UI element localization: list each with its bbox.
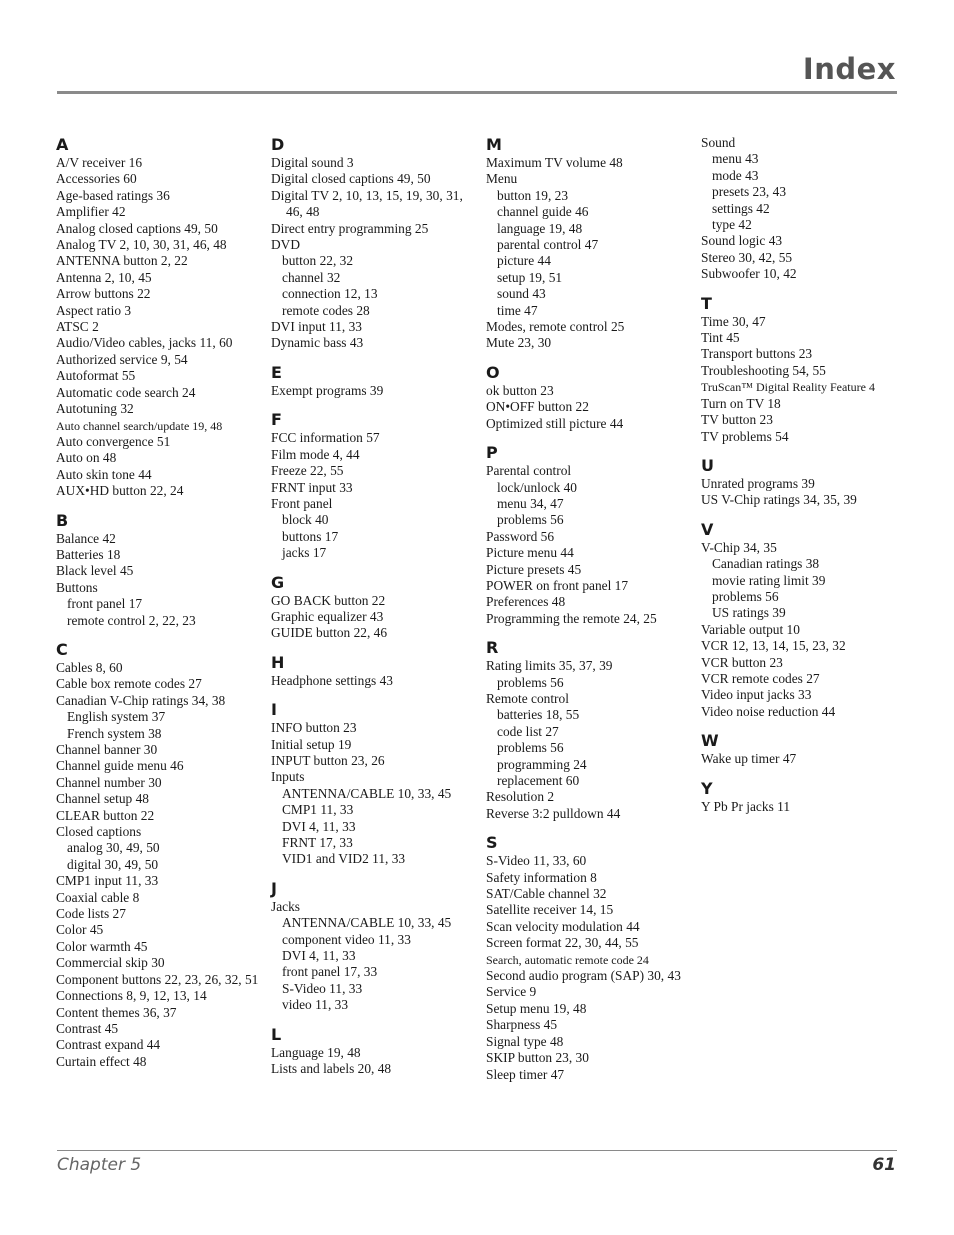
index-entry: S-Video 11, 33, 60 — [486, 853, 587, 869]
index-entry: Sound logic 43 — [701, 233, 783, 249]
index-section-c — [56, 640, 261, 1070]
index-entry: AUX•HD button 22, 24 — [56, 483, 184, 499]
index-entry: Stereo 30, 42, 55 — [701, 249, 793, 265]
index-entry: Sound — [701, 135, 736, 150]
index-section-s — [486, 833, 691, 1083]
index-entry: Video input jacks 33 — [701, 687, 812, 703]
index-section-l — [271, 1025, 476, 1078]
index-entry: Password 56 — [486, 528, 555, 544]
index-entry: Auto convergence 51 — [56, 433, 171, 449]
index-entry: Commercial skip 30 — [56, 955, 165, 971]
index-subentry: mode 43 — [712, 167, 759, 183]
index-entry: Troubleshooting 54, 55 — [701, 362, 826, 378]
section-letter: H — [271, 652, 285, 672]
index-subentry: CMP1 11, 33 — [282, 802, 354, 818]
index-entry: Black level 45 — [56, 563, 134, 579]
index-entry: US V-Chip ratings 34, 35, 39 — [701, 492, 857, 508]
index-column-4 — [701, 135, 906, 815]
index-entry: VCR 12, 13, 14, 15, 23, 32 — [701, 638, 846, 654]
index-section-p — [486, 443, 691, 627]
index-subentry: US ratings 39 — [712, 605, 786, 621]
index-section-e — [271, 363, 476, 399]
index-section-b — [56, 511, 261, 629]
index-subentry: buttons 17 — [282, 528, 339, 544]
index-subentry: analog 30, 49, 50 — [67, 840, 160, 856]
index-entry: ANTENNA button 2, 22 — [56, 253, 188, 269]
index-entry: Autoformat 55 — [56, 368, 136, 384]
index-entry: INPUT button 23, 26 — [271, 752, 385, 768]
index-entry: Analog TV 2, 10, 30, 31, 46, 48 — [56, 237, 227, 253]
index-entry: ON•OFF button 22 — [486, 399, 589, 415]
footer-rule — [57, 1150, 897, 1151]
index-entry: FRNT input 33 — [271, 479, 353, 495]
index-section-t — [701, 294, 906, 445]
index-entry: Contrast 45 — [56, 1020, 119, 1036]
index-entry: Safety information 8 — [486, 869, 597, 885]
index-section-j — [271, 879, 476, 1014]
index-subentry: jacks 17 — [282, 545, 327, 561]
index-entry: Coaxial cable 8 — [56, 889, 140, 905]
index-entry: Aspect ratio 3 — [56, 302, 132, 318]
index-entry: Age-based ratings 36 — [56, 187, 170, 203]
index-section-y — [701, 779, 906, 815]
index-entry: Film mode 4, 44 — [271, 446, 360, 462]
index-entry: Freeze 22, 55 — [271, 463, 344, 479]
index-subentry: time 47 — [497, 302, 538, 318]
index-entry: Analog closed captions 49, 50 — [56, 220, 218, 236]
index-subentry: batteries 18, 55 — [497, 707, 580, 723]
index-entry: CLEAR button 22 — [56, 807, 155, 823]
index-entry: Menu — [486, 171, 518, 187]
header-rule — [57, 91, 897, 94]
index-subentry: problems 56 — [497, 674, 564, 690]
index-entry: TV button 23 — [701, 412, 773, 428]
index-subentry: button 22, 32 — [282, 253, 354, 269]
index-subentry: presets 23, 43 — [712, 184, 787, 200]
index-entry: Exempt programs 39 — [271, 382, 384, 398]
index-subentry: DVI 4, 11, 33 — [282, 818, 356, 834]
page-number: 61 — [872, 1155, 896, 1175]
index-entry: Digital sound 3 — [271, 155, 354, 170]
index-entry: Optimized still picture 44 — [486, 415, 624, 431]
index-subentry: settings 42 — [712, 200, 770, 216]
index-entry: Front panel — [271, 495, 333, 511]
index-subentry: block 40 — [282, 512, 329, 528]
index-entry: Initial setup 19 — [271, 736, 352, 752]
index-column-2 — [271, 135, 476, 1077]
index-entry: Maximum TV volume 48 — [486, 155, 623, 170]
index-entry: Unrated programs 39 — [701, 475, 815, 491]
index-subentry: problems 56 — [497, 512, 564, 528]
index-entry: Channel banner 30 — [56, 742, 158, 757]
index-entry: Dynamic bass 43 — [271, 335, 364, 351]
section-letter: F — [271, 410, 282, 430]
index-entry: Video noise reduction 44 — [701, 703, 836, 719]
index-subentry: menu 43 — [712, 151, 759, 167]
index-subentry: type 42 — [712, 217, 752, 233]
index-subentry: French system 38 — [67, 725, 162, 741]
index-subentry: component video 11, 33 — [282, 931, 411, 947]
index-section-v — [701, 520, 906, 720]
index-entry: Signal type 48 — [486, 1033, 564, 1049]
page-title: Index — [802, 52, 896, 86]
index-subentry: front panel 17, 33 — [282, 964, 378, 980]
index-subentry: video 11, 33 — [282, 997, 349, 1013]
index-entry: Programming the remote 24, 25 — [486, 610, 657, 626]
section-letter: E — [271, 362, 282, 382]
index-entry: Audio/Video cables, jacks 11, 60 — [56, 335, 233, 351]
index-entry: Second audio program (SAP) 30, 43 — [486, 968, 681, 984]
index-entry: Arrow buttons 22 — [56, 286, 151, 302]
index-entry: Reverse 3:2 pulldown 44 — [486, 805, 621, 821]
index-entry: Channel number 30 — [56, 774, 162, 790]
index-subentry: remote control 2, 22, 23 — [67, 612, 196, 628]
index-entry: Wake up timer 47 — [701, 751, 797, 767]
index-entry: Sharpness 45 — [486, 1017, 558, 1033]
section-letter: J — [271, 878, 277, 898]
index-entry: Service 9 — [486, 984, 537, 1000]
index-entry: Code lists 27 — [56, 906, 126, 922]
index-entry: VCR button 23 — [701, 654, 783, 670]
index-entry: Variable output 10 — [701, 621, 800, 637]
index-section-h — [271, 653, 476, 689]
index-subentry: menu 34, 47 — [497, 495, 564, 511]
index-section-r — [486, 638, 691, 822]
index-entry: SAT/Cable channel 32 — [486, 886, 607, 902]
index-entry: Curtain effect 48 — [56, 1053, 147, 1069]
index-entry: Lists and labels 20, 48 — [271, 1061, 392, 1077]
index-entry: Y Pb Pr jacks 11 — [701, 798, 791, 814]
index-entry: Connections 8, 9, 12, 13, 14 — [56, 988, 207, 1004]
index-entry: Tint 45 — [701, 330, 740, 346]
index-entry: Color warmth 45 — [56, 938, 148, 954]
index-section-u — [701, 456, 906, 509]
index-section-continued — [701, 135, 906, 283]
index-entry: Channel setup 48 — [56, 791, 149, 807]
index-section-i — [271, 700, 476, 868]
index-subentry: digital 30, 49, 50 — [67, 856, 159, 872]
section-letter: D — [271, 135, 285, 154]
index-entry: Accessories 60 — [56, 171, 137, 187]
index-subentry: sound 43 — [497, 286, 546, 302]
index-entry: Turn on TV 18 — [701, 395, 781, 411]
index-entry: Automatic code search 24 — [56, 384, 196, 400]
index-entry: Buttons — [56, 579, 98, 595]
index-entry: Content themes 36, 37 — [56, 1004, 177, 1020]
index-entry: Headphone settings 43 — [271, 672, 393, 688]
index-subentry: remote codes 28 — [282, 302, 370, 318]
section-letter: I — [271, 700, 277, 720]
index-entry: CMP1 input 11, 33 — [56, 873, 159, 889]
index-subentry: ANTENNA/CABLE 10, 33, 45 — [282, 785, 452, 801]
index-entry: Jacks — [271, 898, 301, 914]
index-subentry: language 19, 48 — [497, 220, 583, 236]
index-entry: Time 30, 47 — [701, 313, 766, 329]
section-letter: T — [701, 293, 712, 313]
index-entry: Graphic equalizer 43 — [271, 608, 384, 624]
index-entry: Mute 23, 30 — [486, 335, 552, 351]
index-subentry: channel 32 — [282, 269, 341, 285]
index-section-g — [271, 573, 476, 642]
index-subentry: setup 19, 51 — [497, 269, 563, 285]
index-entry: Cables 8, 60 — [56, 659, 123, 675]
index-subentry: English system 37 — [67, 709, 166, 725]
index-subentry: front panel 17 — [67, 596, 143, 612]
index-entry: Digital TV 2, 10, 13, 15, 19, 30, 31, 46, 48 — [271, 187, 463, 220]
index-column-3 — [486, 135, 691, 1083]
section-letter: S — [486, 833, 498, 853]
index-entry: GUIDE button 22, 46 — [271, 625, 388, 641]
index-entry: Screen format 22, 30, 44, 55 — [486, 935, 639, 951]
index-entry: Amplifier 42 — [56, 204, 126, 220]
section-letter: A — [56, 135, 69, 154]
index-entry: POWER on front panel 17 — [486, 577, 629, 593]
index-entry: Parental control — [486, 463, 572, 479]
index-entry: Inputs — [271, 769, 305, 785]
index-entry: Transport buttons 23 — [701, 346, 813, 362]
index-entry: SKIP button 23, 30 — [486, 1050, 589, 1066]
index-entry: Picture menu 44 — [486, 545, 574, 561]
index-subentry: replacement 60 — [497, 773, 580, 788]
index-entry: Resolution 2 — [486, 789, 555, 805]
index-entry: Preferences 48 — [486, 594, 566, 610]
index-entry: Rating limits 35, 37, 39 — [486, 658, 613, 674]
index-section-f — [271, 410, 476, 561]
index-subentry: channel guide 46 — [497, 204, 589, 220]
chapter-label: Chapter 5 — [57, 1155, 142, 1175]
index-entry: Color 45 — [56, 922, 104, 938]
index-entry: FCC information 57 — [271, 430, 380, 446]
index-subentry: Canadian ratings 38 — [712, 556, 820, 572]
index-entry: TruScan™ Digital Reality Feature 4 — [701, 380, 875, 395]
index-entry: Satellite receiver 14, 15 — [486, 902, 614, 918]
index-subentry: VID1 and VID2 11, 33 — [282, 851, 406, 867]
index-entry: Balance 42 — [56, 530, 116, 546]
index-entry: TV problems 54 — [701, 428, 789, 444]
index-entry: Autotuning 32 — [56, 401, 134, 417]
index-entry: ATSC 2 — [56, 319, 99, 335]
index-entry: Modes, remote control 25 — [486, 319, 625, 335]
index-subentry: problems 56 — [497, 740, 564, 756]
index-entry: Sleep timer 47 — [486, 1066, 565, 1082]
index-entry: Setup menu 19, 48 — [486, 1000, 587, 1016]
index-entry: Channel guide menu 46 — [56, 758, 184, 774]
index-entry: Contrast expand 44 — [56, 1037, 161, 1053]
index-subentry: button 19, 23 — [497, 187, 569, 203]
index-entry: Auto channel search/update 19, 48 — [56, 418, 223, 433]
section-letter: L — [271, 1024, 282, 1044]
index-entry: Digital closed captions 49, 50 — [271, 171, 431, 187]
index-entry: Canadian V-Chip ratings 34, 38 — [56, 692, 226, 708]
section-letter: O — [486, 362, 500, 382]
index-entry: DVD — [271, 237, 301, 253]
section-letter: B — [56, 510, 69, 530]
index-column-1 — [56, 135, 261, 1070]
index-entry: Scan velocity modulation 44 — [486, 918, 640, 934]
index-entry: ok button 23 — [486, 382, 554, 398]
index-entry: Component buttons 22, 23, 26, 32, 51 — [56, 971, 259, 987]
index-entry: Picture presets 45 — [486, 561, 582, 577]
index-subentry: problems 56 — [712, 588, 779, 604]
index-section-o — [486, 363, 691, 432]
section-letter: C — [56, 639, 68, 659]
index-entry: Closed captions — [56, 824, 142, 840]
index-section-w — [701, 731, 906, 767]
index-section-m — [486, 135, 691, 352]
index-entry: Cable box remote codes 27 — [56, 676, 202, 692]
index-entry: Language 19, 48 — [271, 1044, 361, 1060]
index-entry: Auto skin tone 44 — [56, 466, 152, 482]
index-subentry: lock/unlock 40 — [497, 479, 577, 495]
index-entry: Authorized service 9, 54 — [56, 351, 188, 367]
index-subentry: connection 12, 13 — [282, 286, 378, 302]
index-entry: Direct entry programming 25 — [271, 220, 429, 236]
index-entry: V-Chip 34, 35 — [701, 539, 777, 555]
section-letter: Y — [701, 778, 713, 798]
index-entry: Subwoofer 10, 42 — [701, 266, 797, 282]
section-letter: U — [701, 455, 714, 475]
index-subentry: code list 27 — [497, 723, 559, 739]
index-subentry: ANTENNA/CABLE 10, 33, 45 — [282, 915, 452, 931]
section-letter: M — [486, 135, 502, 154]
index-subentry: DVI 4, 11, 33 — [282, 948, 356, 964]
index-subentry: S-Video 11, 33 — [282, 980, 363, 996]
index-entry: Auto on 48 — [56, 450, 117, 466]
index-entry: VCR remote codes 27 — [701, 670, 820, 686]
index-entry: A/V receiver 16 — [56, 155, 143, 170]
index-entry: INFO button 23 — [271, 720, 357, 736]
index-section-d — [271, 135, 476, 352]
index-subentry: movie rating limit 39 — [712, 572, 826, 588]
index-subentry: parental control 47 — [497, 237, 599, 253]
index-section-a — [56, 135, 261, 500]
index-entry: Antenna 2, 10, 45 — [56, 269, 152, 285]
index-entry: Batteries 18 — [56, 546, 121, 562]
index-subentry: programming 24 — [497, 756, 587, 772]
index-entry: DVI input 11, 33 — [271, 319, 363, 335]
index-entry: Remote control — [486, 690, 569, 706]
index-subentry: FRNT 17, 33 — [282, 835, 353, 850]
index-subentry: picture 44 — [497, 253, 551, 269]
section-letter: R — [486, 638, 499, 658]
index-entry: GO BACK button 22 — [271, 592, 386, 608]
index-entry: Search, automatic remote code 24 — [486, 952, 649, 967]
section-letter: V — [701, 519, 714, 539]
section-letter: G — [271, 572, 285, 592]
section-letter: W — [701, 731, 719, 751]
section-letter: P — [486, 443, 498, 463]
